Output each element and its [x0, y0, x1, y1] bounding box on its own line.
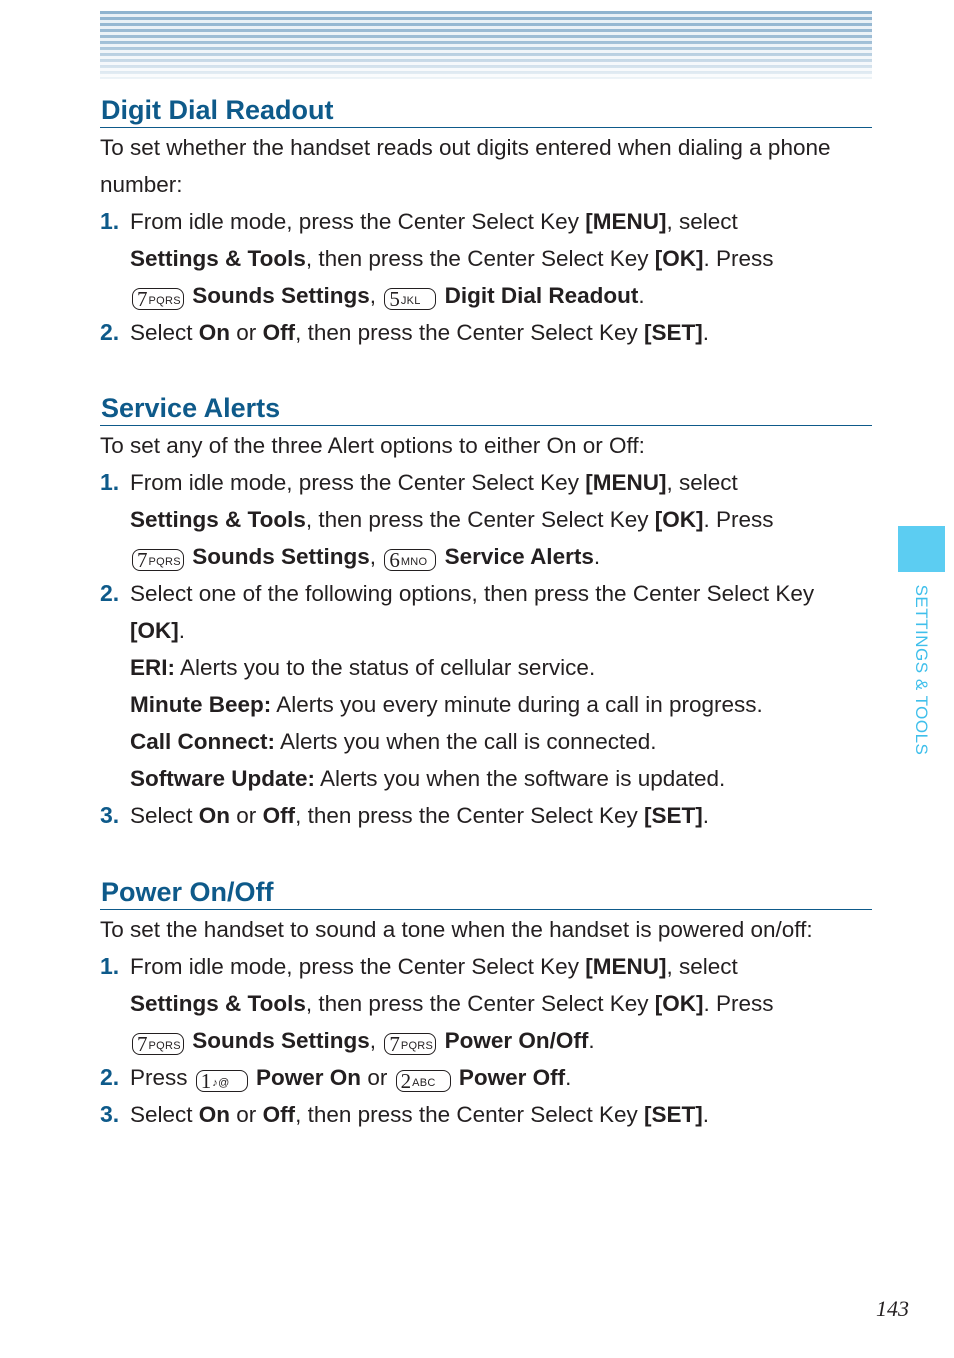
- key-7-pqrs-icon: 7PQRS: [132, 1033, 184, 1055]
- header-stripe-band: [100, 11, 872, 79]
- option-eri: ERI: Alerts you to the status of cellular service.: [130, 655, 596, 680]
- step-1: 1. From idle mode, press the Center Select Key [MENU], select Settings & Tools, then press the Center Select Key [OK]. Press 7PQRS Sounds Settings, 5JKL Digit Dial Readout.: [100, 203, 872, 314]
- step-3: 3. Select On or Off, then press the Center Select Key [SET].: [100, 797, 872, 834]
- option-software-update: Software Update: Alerts you when the software is updated.: [130, 766, 726, 791]
- step-number: 3.: [100, 1101, 120, 1127]
- option-call-connect: Call Connect: Alerts you when the call is connected.: [130, 729, 657, 754]
- chapter-side-label: SETTINGS & TOOLS: [912, 584, 931, 756]
- section-title: Digit Dial Readout: [100, 94, 872, 128]
- key-6-mno-icon: 6MNO: [384, 549, 436, 571]
- step-number: 1.: [100, 208, 120, 234]
- section-intro: To set any of the three Alert options to either On or Off:: [100, 433, 645, 458]
- key-1-voicemail-icon: 1♪@: [196, 1070, 248, 1092]
- page-number: 143: [876, 1296, 909, 1321]
- step-number: 3.: [100, 802, 120, 828]
- section-title: Service Alerts: [100, 392, 872, 426]
- step-2: 2. Select On or Off, then press the Center Select Key [SET].: [100, 314, 872, 351]
- option-minute-beep: Minute Beep: Alerts you every minute during a call in progress.: [130, 692, 763, 717]
- step-2: 2. Press 1♪@ Power On or 2ABC Power Off.: [100, 1059, 872, 1096]
- step-number: 2.: [100, 1064, 120, 1090]
- step-1: 1. From idle mode, press the Center Select Key [MENU], select Settings & Tools, then press the Center Select Key [OK]. Press 7PQRS Sounds Settings, 6MNO Service Alerts.: [100, 464, 872, 575]
- section-power-on-off: [100, 876, 872, 1133]
- step-number: 2.: [100, 319, 120, 345]
- key-7-pqrs-icon: 7PQRS: [384, 1033, 436, 1055]
- step-number: 1.: [100, 953, 120, 979]
- section-intro: To set the handset to sound a tone when the handset is powered on/off:: [100, 917, 813, 942]
- section-title: Power On/Off: [100, 876, 872, 910]
- key-7-pqrs-icon: 7PQRS: [132, 549, 184, 571]
- step-number: 1.: [100, 469, 120, 495]
- step-number: 2.: [100, 580, 120, 606]
- section-service-alerts: [100, 392, 872, 834]
- key-5-jkl-icon: 5JKL: [384, 288, 436, 310]
- step-1: 1. From idle mode, press the Center Select Key [MENU], select Settings & Tools, then press the Center Select Key [OK]. Press 7PQRS Sounds Settings, 7PQRS Power On/Off.: [100, 948, 872, 1059]
- step-2: 2. Select one of the following options, then press the Center Select Key [OK].: [100, 575, 872, 649]
- key-2-abc-icon: 2ABC: [396, 1070, 451, 1092]
- step-3: 3. Select On or Off, then press the Center Select Key [SET].: [100, 1096, 872, 1133]
- chapter-tab-marker: [898, 526, 945, 572]
- section-intro: To set whether the handset reads out digits entered when dialing a phone number:: [100, 135, 831, 197]
- section-digit-dial-readout: [100, 94, 872, 351]
- key-7-pqrs-icon: 7PQRS: [132, 288, 184, 310]
